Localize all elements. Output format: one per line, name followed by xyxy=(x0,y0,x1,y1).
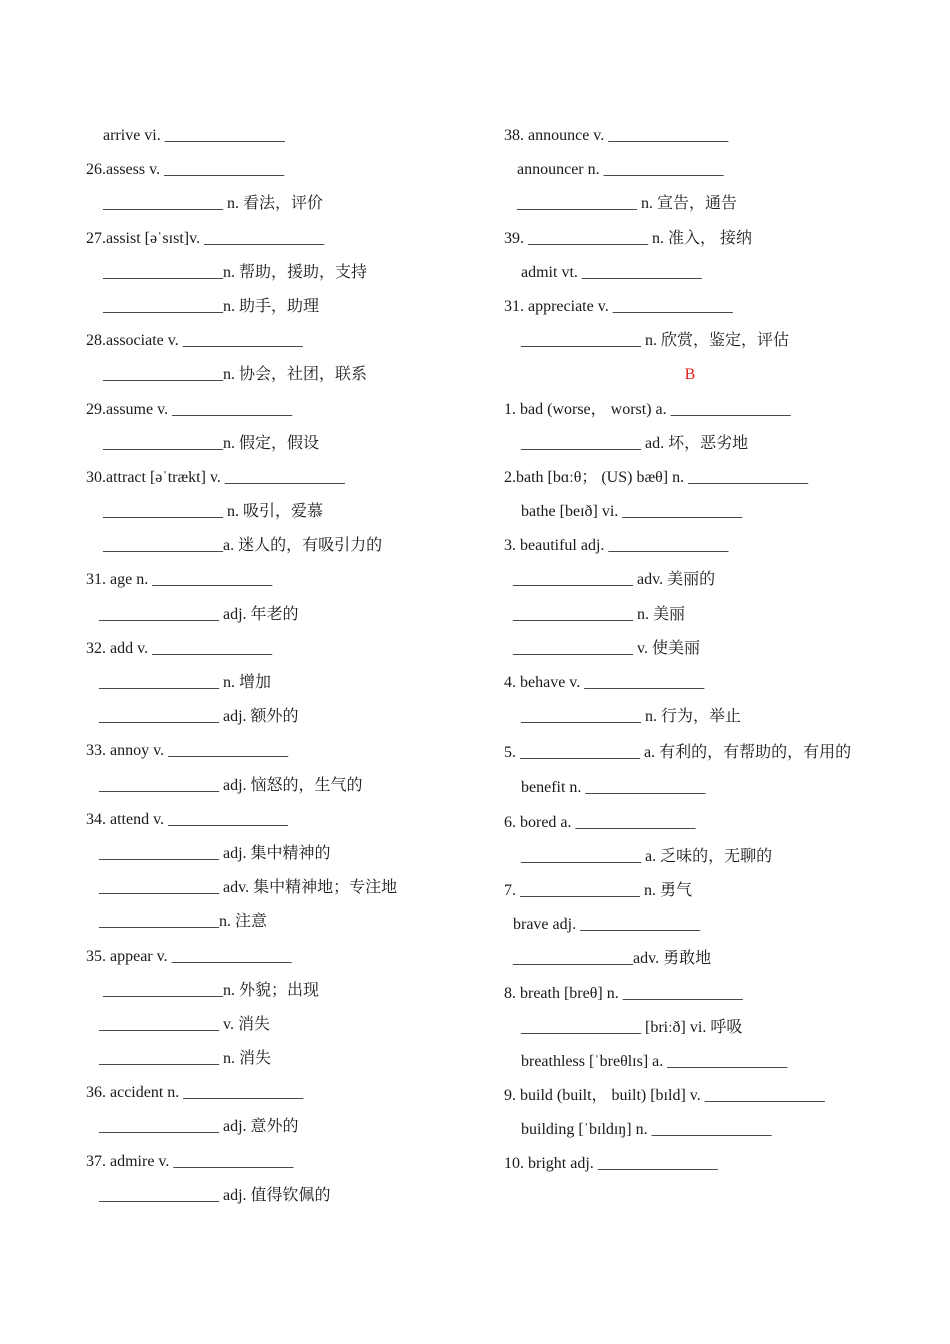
vocab-line: _______________ adj. 值得钦佩的 xyxy=(99,1186,331,1204)
vocab-line: 31. appreciate v. _______________ xyxy=(504,297,733,315)
vocab-line: _______________ adj. 意外的 xyxy=(99,1118,299,1136)
vocab-line: _______________ v. 消失 xyxy=(99,1015,270,1033)
vocab-line: _______________ n. 欣赏，鉴定，评估 xyxy=(521,332,790,350)
vocab-line: _______________ ad. 坏，恶劣地 xyxy=(521,434,749,452)
vocab-line: _______________ adj. 额外的 xyxy=(99,708,299,726)
vocab-line: _______________ n. 吸引，爱慕 xyxy=(103,503,324,521)
vocab-line: _______________ n. 美丽 xyxy=(513,605,686,623)
vocab-line: brave adj. _______________ xyxy=(513,916,701,934)
vocab-line: 32. add v. _______________ xyxy=(86,639,273,657)
vocab-line: _______________ adv. 集中精神地；专注地 xyxy=(99,879,398,897)
vocab-line: 37. admire v. _______________ xyxy=(86,1152,294,1170)
vocab-line: 8. breath [breθ] n. _______________ xyxy=(504,984,743,1002)
vocab-line: 29.assume v. _______________ xyxy=(86,400,293,418)
vocab-line: 35. appear v. _______________ xyxy=(86,947,292,965)
vocab-line: 30.attract [əˈtrækt] v. _______________ xyxy=(86,468,345,486)
vocab-line: bathe [beɪð] vi. _______________ xyxy=(521,503,743,521)
vocab-line: _______________ n. 宣告，通告 xyxy=(517,195,738,213)
vocab-line: _______________ n. 消失 xyxy=(99,1050,272,1068)
vocab-line: _______________n. 助手，助理 xyxy=(103,297,320,315)
vocab-line: _______________n. 注意 xyxy=(99,913,268,931)
vocab-line: 10. bright adj. _______________ xyxy=(504,1155,718,1173)
vocab-line: 5. _______________ a. 有利的，有帮助的，有用的 xyxy=(504,744,852,762)
vocab-line: 38. announce v. _______________ xyxy=(504,127,729,144)
vocab-line: 36. accident n. _______________ xyxy=(86,1084,304,1102)
vocab-line: 26.assess v. _______________ xyxy=(86,161,285,179)
section-heading: B xyxy=(684,366,696,384)
vocab-line: 27.assist [əˈsɪst]v. _______________ xyxy=(86,229,325,247)
right-column xyxy=(504,119,876,1182)
vocab-line: 34. attend v. _______________ xyxy=(86,810,289,828)
vocab-line: _______________ n. 行为，举止 xyxy=(521,708,742,726)
vocab-line: 9. build (built， built) [bɪld] v. _______________ xyxy=(504,1087,825,1105)
vocab-line: 7. _______________ n. 勇气 xyxy=(504,881,693,899)
vocab-line: 1. bad (worse， worst) a. _______________ xyxy=(504,400,791,418)
vocab-line: 3. beautiful adj. _______________ xyxy=(504,537,729,555)
vocab-line: _______________n. 假定，假设 xyxy=(103,434,320,452)
vocab-line: _______________ adj. 年老的 xyxy=(99,605,299,623)
vocab-line: _______________n. 外貌；出现 xyxy=(103,981,320,999)
vocab-line: _______________ v. 使美丽 xyxy=(513,639,700,657)
vocab-line: _______________a. 迷人的，有吸引力的 xyxy=(103,537,383,555)
vocab-line: 28.associate v. _______________ xyxy=(86,332,303,350)
vocab-line: _______________ adj. 恼怒的，生气的 xyxy=(99,776,363,794)
vocab-line: _______________ n. 看法，评价 xyxy=(103,195,324,213)
vocab-line: 31. age n. _______________ xyxy=(86,571,273,589)
vocab-line: benefit n. _______________ xyxy=(521,779,706,797)
vocab-line: 6. bored a. _______________ xyxy=(504,813,696,831)
vocab-line: building [ˈbɪldɪŋ] n. _______________ xyxy=(521,1121,772,1139)
vocab-line: _______________ adv. 美丽的 xyxy=(513,571,716,589)
vocab-line: _______________ a. 乏味的，无聊的 xyxy=(521,847,773,865)
vocab-line: 39. _______________ n. 准入， 接纳 xyxy=(504,229,753,247)
vocab-line: _______________n. 协会，社团，联系 xyxy=(103,366,368,384)
vocab-line: 33. annoy v. _______________ xyxy=(86,742,289,760)
vocab-line: _______________adv. 勇敢地 xyxy=(513,950,712,968)
vocab-line: arrive vi. _______________ xyxy=(103,127,285,144)
vocab-line: breathless [ˈbreθlɪs] a. _______________ xyxy=(521,1052,788,1070)
vocab-line: _______________ [briːð] vi. 呼吸 xyxy=(521,1018,743,1036)
vocab-line: 2.bath [bɑːθ； (US) bæθ] n. _______________ xyxy=(504,468,809,486)
vocab-line: _______________n. 帮助，援助，支持 xyxy=(103,263,368,281)
vocab-line: announcer n. _______________ xyxy=(517,161,724,179)
vocab-line: _______________ adj. 集中精神的 xyxy=(99,844,331,862)
vocab-line: 4. behave v. _______________ xyxy=(504,674,705,691)
vocab-line: admit vt. _______________ xyxy=(521,263,702,281)
left-column xyxy=(86,119,476,1213)
vocab-line: _______________ n. 增加 xyxy=(99,674,272,691)
